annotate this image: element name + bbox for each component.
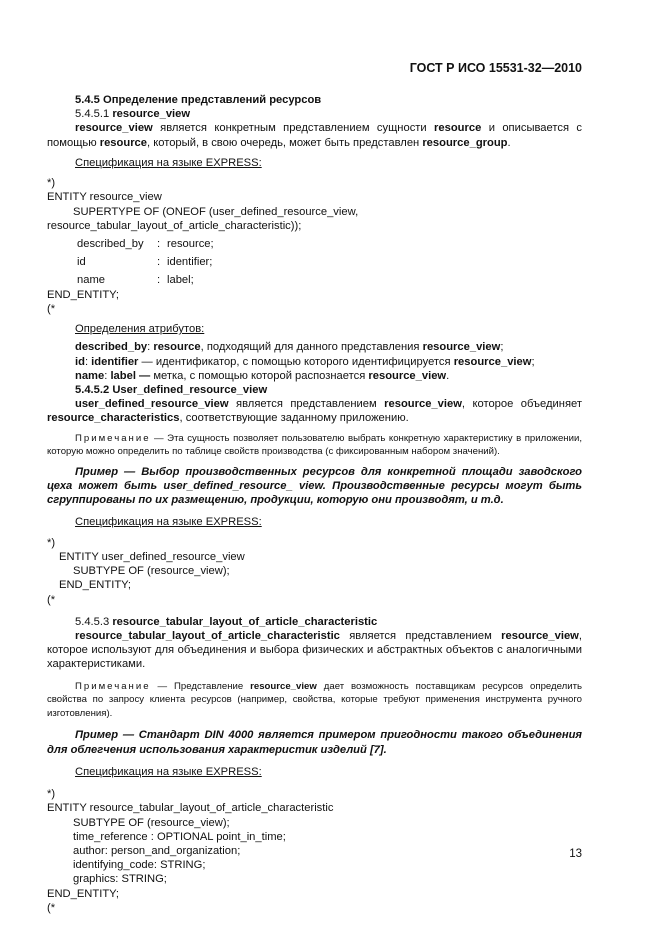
document-header: ГОСТ Р ИСО 15531-32—2010	[409, 61, 582, 75]
attribute-row: id : identifier;	[77, 256, 213, 269]
definition-id: id: identifier — идентификатор, с помощью которого идентифицируется resource_view;	[75, 355, 535, 368]
code-line: time_reference : OPTIONAL point_in_time;	[73, 830, 286, 843]
subsection-heading-5-4-5-3: 5.4.5.3 resource_tabular_layout_of_article_characteristic	[75, 615, 378, 628]
page-number: 13	[569, 848, 582, 860]
code-line: *)	[47, 788, 56, 801]
subsection-heading-5-4-5-1: 5.4.5.1 resource_view	[75, 108, 191, 121]
user-defined-view-paragraph: user_defined_resource_view является представлением resource_view, которое объединяет resource_characteristics, соответствующие заданному приложению.	[47, 398, 583, 425]
code-line: graphics: STRING;	[73, 873, 167, 886]
code-line: END_ENTITY;	[59, 579, 132, 592]
code-line: *)	[47, 177, 56, 190]
note-5-4-5-3: Примечание — Представление resource_view дает возможность поставщикам ресурсов определить свойства по запросу клиента ресурсов (например, свойства, которые требуют применения инструмента ручного изготовления).	[47, 680, 582, 719]
express-spec-label-2: Спецификация на языке EXPRESS:	[75, 516, 262, 529]
definition-name: name: label — метка, с помощью которой распознается resource_view.	[75, 369, 450, 382]
code-line: END_ENTITY;	[47, 288, 120, 301]
page-content	[47, 93, 582, 915]
definition-described-by: described_by: resource, подходящий для данного представления resource_view;	[75, 341, 504, 354]
code-line: SUBTYPE OF (resource_view);	[73, 816, 230, 829]
note-5-4-5-2: Примечание — Эта сущность позволяет пользователю выбрать конкретную характеристику в приложении, которую можно определить по таблице свойств производства (с фиксированным набором значений).	[47, 432, 582, 458]
express-code-block-3	[47, 787, 582, 915]
code-line: SUPERTYPE OF (ONEOF (user_defined_resource_view,	[73, 205, 359, 218]
code-line: END_ENTITY;	[47, 887, 120, 900]
attribute-definitions-title: Определения атрибутов:	[75, 323, 205, 336]
code-line: ENTITY resource_view	[47, 191, 162, 204]
resource-view-paragraph: resource_view является конкретным представлением сущности resource и описывается с помощью resource, который, в свою очередь, может быть представлен resource_group.	[47, 122, 582, 149]
attribute-list	[47, 237, 582, 288]
express-code-block-1	[47, 176, 582, 316]
code-line: ENTITY user_defined_resource_view	[59, 550, 245, 563]
subsection-heading-5-4-5-2: 5.4.5.2 User_defined_resource_view	[75, 383, 268, 396]
code-line: author: person_and_organization;	[73, 845, 241, 858]
code-line: SUBTYPE OF (resource_view);	[73, 565, 230, 578]
code-line: (*	[47, 302, 56, 315]
code-line: (*	[47, 593, 56, 606]
code-line: ENTITY resource_tabular_layout_of_article_characteristic	[47, 802, 334, 815]
example-5-4-5-2: Пример — Выбор производственных ресурсов для конкретной площади заводского цеха может быть user_defined_resource_ view. Производственные ресурсы могут быть сгруппированы по их размещению, продукции, которую они производят, и т.д.	[47, 465, 582, 507]
section-heading-5-4-5: 5.4.5 Определение представлений ресурсов	[75, 94, 322, 106]
example-5-4-5-3: Пример — Стандарт DIN 4000 является примером пригодности такого объединения для облегчения использования характеристик изделий [7].	[47, 729, 582, 756]
code-line: resource_tabular_layout_of_article_characteristic));	[47, 219, 302, 232]
code-line: (*	[47, 901, 56, 914]
attribute-row: name : label;	[77, 274, 194, 287]
express-spec-label-1: Спецификация на языке EXPRESS:	[75, 156, 262, 169]
code-line: identifying_code: STRING;	[73, 859, 206, 872]
tabular-layout-paragraph: resource_tabular_layout_of_article_characteristic является представлением resource_view, которое используют для объединения и выбора физических и абстрактных объектов с аналогичными характеристиками.	[47, 630, 582, 671]
express-spec-label-3: Спецификация на языке EXPRESS:	[75, 765, 262, 778]
express-code-block-2	[47, 536, 582, 607]
attribute-row: described_by : resource;	[77, 237, 214, 250]
code-line: *)	[47, 536, 56, 549]
